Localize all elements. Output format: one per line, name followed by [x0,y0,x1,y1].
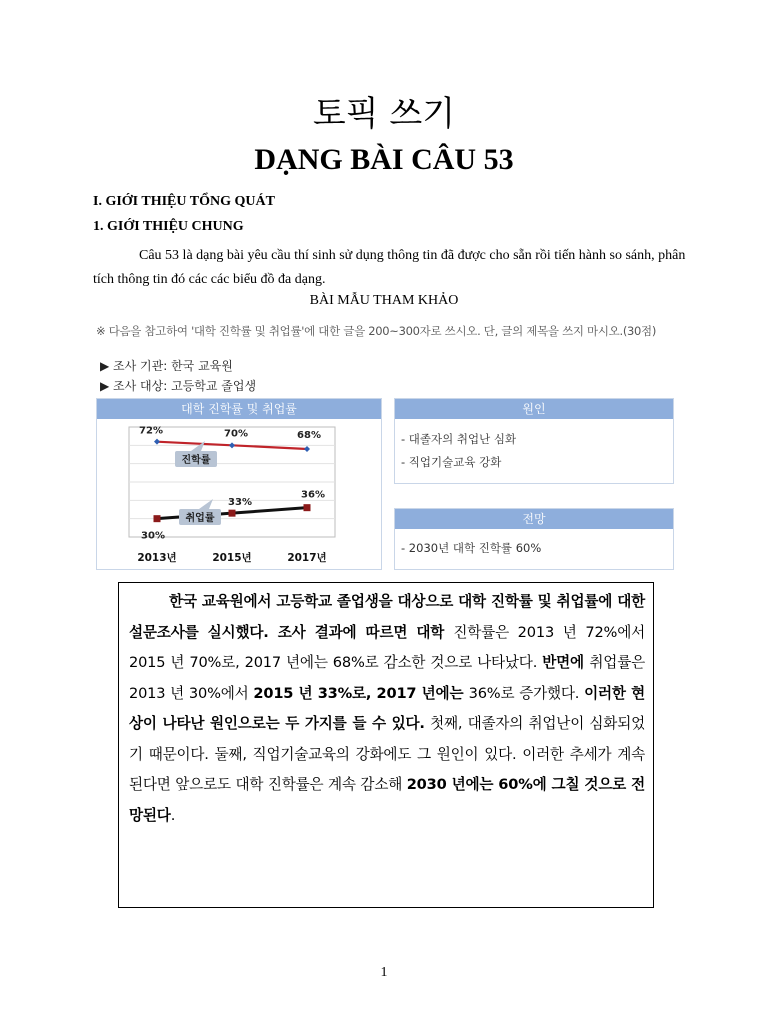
essay-part: . [170,806,176,824]
sample-essay-box [118,582,654,908]
outlook-panel-title: 전망 [395,509,673,529]
chart-panel-title: 대학 진학률 및 취업률 [97,399,381,419]
instruction-text: ※ 다음을 참고하여 '대학 진학률 및 취업률'에 대한 글을 200~300자로 쓰시오. 단, 글의 제목을 쓰지 마시오.(30점) [96,324,657,338]
essay-part: 2030 년에는 60%에 그칠 것으로 전망된다 [129,776,646,824]
data-label: 68% [297,430,321,441]
sample-essay [129,587,645,831]
data-point [229,510,236,517]
x-tick-label: 2013년 [137,552,177,564]
x-tick-label: 2015년 [212,552,252,564]
section-heading: I. GIỚI THIỆU TỔNG QUÁT [93,194,275,209]
series-name-label: 진학률 [181,455,211,466]
cause-panel [394,398,674,484]
essay-part: 이러한 현상이 나타난 원인으로는 두 가지를 들 수 있다. [129,684,645,732]
outlook-item: - 2030년 대학 진학률 60% [401,541,542,555]
essay-part: 첫째, 대졸자의 취업난이 심화되었기 때문이다. 둘째, 직업기술교육의 강화에도 그 원인이 있다. 이러한 추세가 계속된다면 앞으로도 대학 진학률은 계속 감소해 [129,715,646,793]
data-label: 33% [228,497,252,509]
x-tick-label: 2017년 [287,552,327,564]
info-target: ▶ 조사 대상: 고등학교 졸업생 [100,379,257,393]
cause-item: - 직업기술교육 강화 [401,455,502,469]
intro-paragraph [93,244,693,292]
info-agency: ▶ 조사 기관: 한국 교육원 [100,359,233,373]
data-label: 30% [141,530,165,542]
essay-part: 한국 교육원에서 고등학교 졸업생을 대상으로 대학 진학률 및 취업률에 대한 설문조사를 실시했다. 조사 결과에 따르면 대학 [129,593,645,641]
title-main: DẠNG BÀI CÂU 53 [254,143,514,176]
cause-panel-title: 원인 [395,399,673,419]
data-label: 72% [139,425,163,437]
essay-part: 진학률은 2013 년 72%에서 2015 년 70%로, 2017 년에는 68%로 감소한 것으로 나타났다. [129,623,645,671]
data-point [154,515,161,522]
intro-text: Câu 53 là dạng bài yêu cầu thí sinh sử dụng thông tin đã được cho sẵn rồi tiến hành so sánh, phân tích thông tin đó các các biểu đồ đa dạng. [93,248,686,287]
subsection-heading: 1. GIỚI THIỆU CHUNG [93,219,244,234]
cause-item: - 대졸자의 취업난 심화 [401,432,517,446]
line-chart [97,419,381,569]
chart-panel [96,398,382,570]
title-korean: 토픽 쓰기 [312,94,456,134]
sample-heading: BÀI MẪU THAM KHẢO [309,293,459,308]
outlook-panel [394,508,674,570]
essay-part: 36%로 증가했다. [468,684,585,702]
data-label: 36% [301,489,325,501]
series-name-label: 취업률 [185,513,215,524]
essay-part: 2015 년 33%로, 2017 년에는 [253,684,469,702]
data-label: 70% [224,428,248,440]
essay-part: 반면에 [542,654,590,671]
data-point [304,504,311,511]
page-number: 1 [380,965,388,980]
essay-part: 취업률은 2013 년 30%에서 [129,654,645,702]
